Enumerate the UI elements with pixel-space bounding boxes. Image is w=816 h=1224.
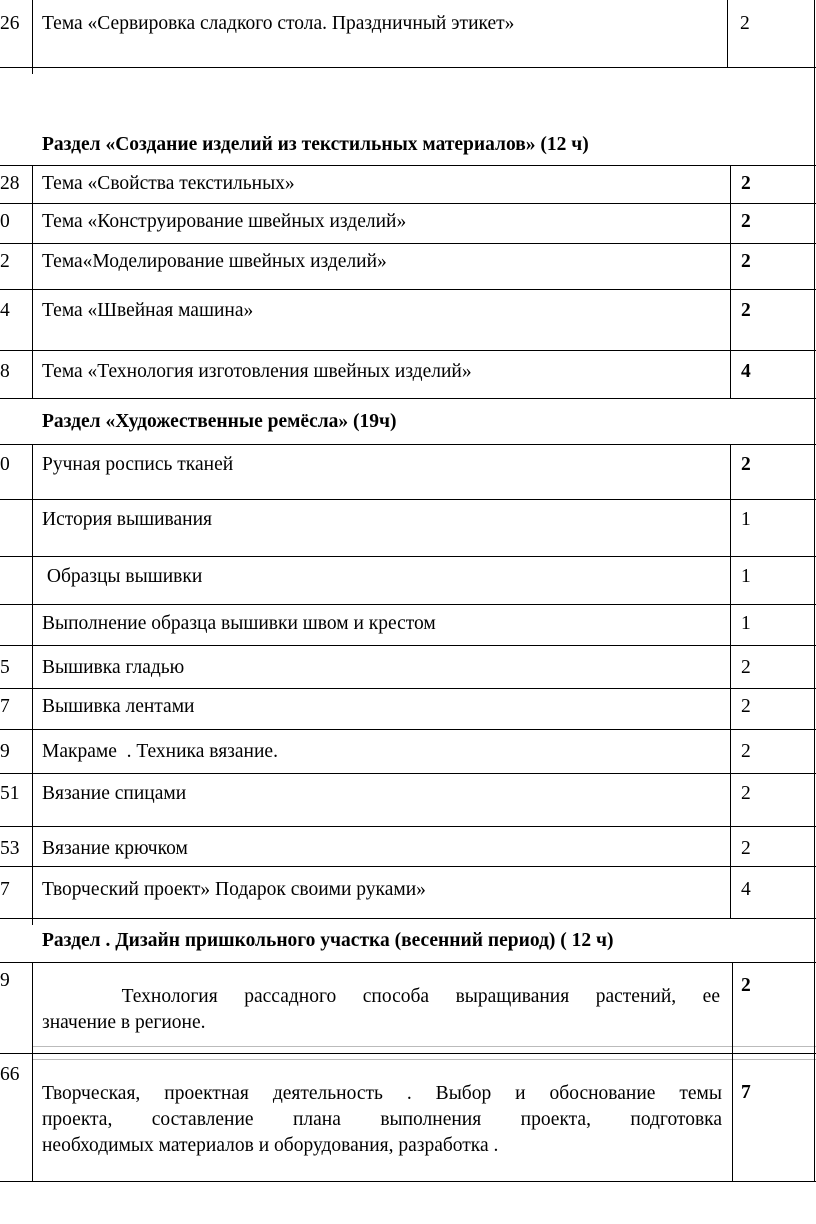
row-border bbox=[0, 645, 816, 646]
col-border bbox=[732, 962, 733, 1181]
row-topic: История вышивания bbox=[42, 509, 212, 530]
row-border bbox=[0, 165, 816, 166]
row-border bbox=[0, 203, 816, 204]
row-number: 66 bbox=[0, 1064, 20, 1085]
row-topic-line: необходимых материалов и оборудования, разработка . bbox=[42, 1135, 499, 1156]
row-hours: 2 bbox=[741, 783, 751, 804]
row-hours: 2 bbox=[741, 300, 751, 321]
table-right-edge bbox=[814, 0, 815, 1181]
row-number: 9 bbox=[0, 970, 10, 991]
row-border bbox=[0, 866, 816, 867]
section-heading: Раздел «Создание изделий из текстильных материалов» (12 ч) bbox=[42, 134, 589, 155]
row-hours: 2 bbox=[741, 454, 751, 475]
row-topic: Тема «Технология изготовления швейных изделий» bbox=[42, 361, 472, 382]
row-number: 4 bbox=[0, 300, 10, 321]
row-border bbox=[0, 918, 816, 919]
row-number: 26 bbox=[0, 13, 20, 34]
row-topic: Тема «Сервировка сладкого стола. Праздничный этикет» bbox=[42, 13, 515, 34]
row-number: 7 bbox=[0, 879, 10, 900]
row-hours: 2 bbox=[741, 657, 751, 678]
row-border bbox=[0, 1181, 816, 1182]
col-border bbox=[730, 165, 731, 398]
row-hours: 7 bbox=[741, 1082, 751, 1103]
row-topic-line: Творческая, проектная деятельность . Выбор и обоснование темы bbox=[42, 1083, 722, 1104]
row-border bbox=[0, 289, 816, 290]
row-border bbox=[0, 962, 816, 963]
row-hours: 2 bbox=[741, 838, 751, 859]
row-number: 0 bbox=[0, 211, 10, 232]
row-topic: Макраме . Техника вязание. bbox=[42, 741, 278, 762]
col-border bbox=[32, 444, 33, 925]
row-border bbox=[0, 67, 816, 68]
row-hours: 4 bbox=[741, 361, 751, 382]
row-number: 5 bbox=[0, 657, 10, 678]
row-topic-line: Технология рассадного способа выращивания растений, ее bbox=[42, 986, 720, 1007]
row-number: 9 bbox=[0, 741, 10, 762]
row-border bbox=[0, 398, 816, 399]
row-border bbox=[0, 556, 816, 557]
row-border bbox=[0, 1053, 816, 1054]
row-number: 53 bbox=[0, 838, 20, 859]
section-heading: Раздел «Художественные ремёсла» (19ч) bbox=[42, 411, 397, 432]
row-border-light bbox=[32, 1046, 816, 1047]
row-border bbox=[0, 350, 816, 351]
row-hours: 1 bbox=[741, 509, 751, 530]
col-border bbox=[727, 0, 728, 67]
row-hours: 2 bbox=[741, 251, 751, 272]
row-topic: Творческий проект» Подарок своими руками» bbox=[42, 879, 426, 900]
row-topic: Тема«Моделирование швейных изделий» bbox=[42, 251, 387, 272]
row-topic bbox=[42, 1081, 722, 1159]
row-topic-line: значение в регионе. bbox=[42, 1012, 206, 1033]
row-border bbox=[0, 773, 816, 774]
row-hours: 2 bbox=[741, 741, 751, 762]
row-border bbox=[0, 826, 816, 827]
row-topic bbox=[42, 984, 720, 1036]
row-border bbox=[0, 604, 816, 605]
row-border-light bbox=[32, 1059, 816, 1060]
row-topic: Выполнение образца вышивки швом и крестом bbox=[42, 613, 436, 634]
col-border bbox=[32, 165, 33, 398]
row-topic: Тема «Швейная машина» bbox=[42, 300, 254, 321]
row-number: 8 bbox=[0, 361, 10, 382]
row-hours: 1 bbox=[741, 566, 751, 587]
row-number: 0 bbox=[0, 454, 10, 475]
row-topic: Тема «Конструирование швейных изделий» bbox=[42, 211, 407, 232]
row-topic: Вязание спицами bbox=[42, 783, 187, 804]
row-border bbox=[0, 444, 816, 445]
row-topic: Вязание крючком bbox=[42, 838, 188, 859]
row-hours: 2 bbox=[740, 13, 750, 34]
row-number: 2 bbox=[0, 251, 10, 272]
row-hours: 2 bbox=[741, 173, 751, 194]
row-topic: Образцы вышивки bbox=[42, 566, 203, 587]
col-border bbox=[32, 0, 33, 74]
row-topic: Ручная роспись тканей bbox=[42, 454, 234, 475]
row-number: 28 bbox=[0, 173, 20, 194]
row-hours: 2 bbox=[741, 211, 751, 232]
row-topic: Вышивка лентами bbox=[42, 696, 195, 717]
col-border bbox=[32, 962, 33, 1181]
row-border bbox=[0, 688, 816, 689]
row-border bbox=[0, 499, 816, 500]
row-border bbox=[0, 729, 816, 730]
row-border bbox=[0, 243, 816, 244]
row-hours: 2 bbox=[741, 696, 751, 717]
row-hours: 2 bbox=[741, 975, 751, 996]
row-number: 7 bbox=[0, 696, 10, 717]
section-heading: Раздел . Дизайн пришкольного участка (весенний период) ( 12 ч) bbox=[42, 930, 614, 951]
row-topic: Вышивка гладью bbox=[42, 657, 185, 678]
row-hours: 1 bbox=[741, 613, 751, 634]
row-topic: Тема «Свойства текстильных» bbox=[42, 173, 295, 194]
row-topic-line: проекта, составление плана выполнения проекта, подготовка bbox=[42, 1109, 722, 1130]
row-number: 51 bbox=[0, 783, 20, 804]
col-border bbox=[730, 444, 731, 918]
row-hours: 4 bbox=[741, 879, 751, 900]
